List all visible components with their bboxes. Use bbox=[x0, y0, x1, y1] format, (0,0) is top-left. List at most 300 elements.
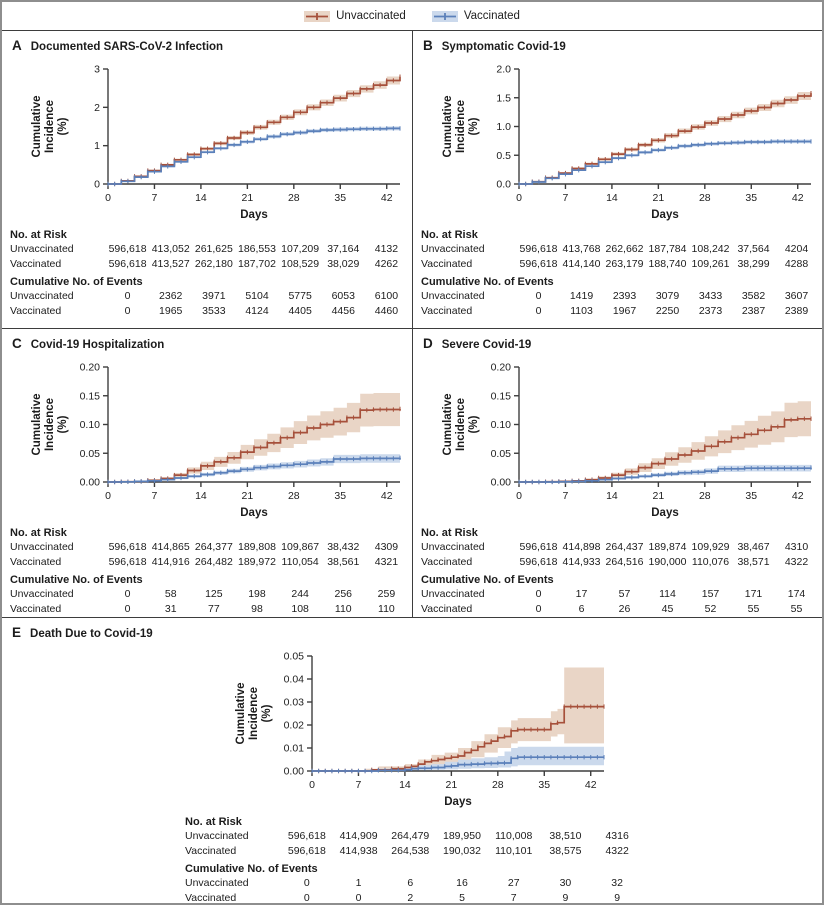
events-table bbox=[10, 276, 408, 318]
x-axis-label: Days bbox=[240, 209, 268, 221]
table-cell: 2387 bbox=[741, 304, 766, 317]
svg-text:28: 28 bbox=[698, 490, 711, 502]
table-cell: 52 bbox=[704, 602, 717, 615]
svg-text:14: 14 bbox=[399, 779, 411, 791]
row-label: Vaccinated bbox=[421, 555, 473, 568]
svg-text:14: 14 bbox=[195, 490, 207, 502]
table-cell: 37,564 bbox=[737, 243, 770, 255]
events-header: Cumulative No. of Events bbox=[421, 574, 554, 586]
table-cell: 0 bbox=[124, 602, 131, 615]
table-cell: 596,618 bbox=[519, 541, 558, 553]
svg-text:0.04: 0.04 bbox=[283, 673, 304, 686]
at-risk-table bbox=[421, 229, 818, 271]
table-cell: 264,377 bbox=[194, 541, 233, 553]
row-label: Vaccinated bbox=[421, 602, 473, 615]
table-cell: 27 bbox=[507, 877, 520, 889]
svg-text:0: 0 bbox=[516, 490, 522, 502]
row-label: Unvaccinated bbox=[421, 541, 485, 553]
legend-item-vaccinated bbox=[432, 10, 520, 23]
table-cell: 0 bbox=[303, 891, 310, 904]
row-label: Unvaccinated bbox=[185, 877, 249, 889]
svg-text:7: 7 bbox=[151, 192, 158, 204]
table-cell: 4456 bbox=[331, 304, 355, 317]
table-cell: 174 bbox=[787, 588, 806, 600]
table-cell: 188,740 bbox=[648, 257, 687, 270]
events-header: Cumulative No. of Events bbox=[421, 276, 554, 288]
table-row bbox=[185, 876, 643, 891]
events-table bbox=[421, 276, 818, 318]
panel-d-chart bbox=[413, 354, 822, 522]
panel-title-text: Symptomatic Covid-19 bbox=[441, 41, 566, 53]
table-cell: 414,909 bbox=[339, 830, 378, 842]
table-cell: 38,467 bbox=[737, 541, 770, 553]
panel-letter: B bbox=[423, 38, 433, 53]
table-cell: 32 bbox=[611, 877, 623, 889]
vaccinated-confidence-band bbox=[108, 126, 400, 184]
legend-label: Unvaccinated bbox=[336, 10, 406, 22]
svg-text:35: 35 bbox=[334, 192, 347, 204]
table-cell: 16 bbox=[456, 877, 468, 889]
table-cell: 55 bbox=[790, 602, 803, 615]
table-cell: 189,972 bbox=[238, 555, 276, 568]
at-risk-table bbox=[421, 527, 818, 569]
svg-text:3: 3 bbox=[94, 63, 100, 76]
table-cell: 261,625 bbox=[194, 243, 233, 255]
events-table bbox=[10, 574, 408, 616]
table-cell: 55 bbox=[747, 602, 760, 615]
svg-text:21: 21 bbox=[241, 192, 254, 204]
svg-text:0: 0 bbox=[105, 192, 111, 204]
svg-text:42: 42 bbox=[380, 490, 393, 502]
table-cell: 110 bbox=[334, 602, 352, 615]
panel-d bbox=[412, 329, 822, 617]
svg-text:0.02: 0.02 bbox=[283, 719, 304, 732]
table-cell: 264,538 bbox=[391, 844, 430, 857]
unvaccinated-swatch-icon bbox=[304, 10, 330, 23]
table-cell: 109,261 bbox=[691, 257, 730, 270]
svg-text:0.15: 0.15 bbox=[490, 390, 511, 403]
table-cell: 3582 bbox=[741, 290, 766, 302]
row-label: Unvaccinated bbox=[10, 541, 74, 553]
table-cell: 1419 bbox=[569, 290, 594, 302]
table-cell: 108,529 bbox=[281, 257, 320, 270]
panel-b bbox=[412, 31, 822, 328]
table-cell: 264,479 bbox=[391, 830, 430, 842]
table-cell: 596,618 bbox=[519, 555, 558, 568]
table-cell: 414,140 bbox=[562, 257, 601, 270]
table-cell: 57 bbox=[618, 588, 631, 600]
svg-text:42: 42 bbox=[791, 192, 804, 204]
y-axis-label: CumulativeIncidence(%) bbox=[31, 393, 69, 456]
panel-letter: E bbox=[12, 625, 22, 640]
row-label: Unvaccinated bbox=[421, 588, 485, 600]
table-row bbox=[421, 289, 818, 304]
table-cell: 596,618 bbox=[287, 844, 326, 857]
svg-text:0.05: 0.05 bbox=[79, 447, 100, 460]
table-row bbox=[10, 289, 408, 304]
svg-text:14: 14 bbox=[606, 490, 618, 502]
panel-title-text: Death Due to Covid-19 bbox=[30, 628, 153, 640]
table-row bbox=[185, 829, 643, 844]
panel-e bbox=[2, 618, 822, 905]
panel-a-chart bbox=[2, 56, 412, 224]
table-cell: 3079 bbox=[655, 290, 680, 302]
table-cell: 596,618 bbox=[108, 257, 147, 270]
table-cell: 2393 bbox=[612, 290, 637, 302]
svg-text:0.05: 0.05 bbox=[283, 650, 304, 663]
svg-text:21: 21 bbox=[652, 192, 665, 204]
table-cell: 108,242 bbox=[691, 243, 730, 255]
table-cell: 414,898 bbox=[562, 541, 601, 553]
table-cell: 0 bbox=[124, 588, 131, 600]
table-cell: 9 bbox=[562, 891, 569, 904]
svg-text:0: 0 bbox=[516, 192, 522, 204]
panel-b-title bbox=[413, 31, 822, 56]
svg-text:0.5: 0.5 bbox=[496, 149, 511, 162]
table-cell: 2250 bbox=[655, 304, 680, 317]
panel-title-text: Severe Covid-19 bbox=[441, 339, 532, 351]
table-cell: 413,052 bbox=[151, 243, 190, 255]
panel-e-tables bbox=[177, 816, 647, 905]
svg-text:42: 42 bbox=[791, 490, 804, 502]
svg-text:28: 28 bbox=[287, 490, 300, 502]
panel-a bbox=[2, 31, 412, 328]
at-risk-table bbox=[10, 527, 408, 569]
panel-c bbox=[2, 329, 412, 617]
table-cell: 413,527 bbox=[151, 257, 190, 270]
table-cell: 38,561 bbox=[327, 555, 360, 568]
legend-label: Vaccinated bbox=[463, 10, 520, 22]
table-cell: 4288 bbox=[784, 257, 809, 270]
table-cell: 38,432 bbox=[327, 541, 360, 553]
table-cell: 110 bbox=[378, 602, 395, 615]
table-cell: 596,618 bbox=[108, 541, 147, 553]
tick-labels bbox=[496, 64, 803, 205]
table-cell: 3433 bbox=[698, 290, 723, 302]
table-cell: 264,516 bbox=[605, 555, 644, 568]
table-cell: 596,618 bbox=[108, 243, 147, 255]
y-axis-label: CumulativeIncidence(%) bbox=[235, 682, 273, 745]
row-label: Unvaccinated bbox=[10, 290, 74, 302]
svg-text:7: 7 bbox=[562, 192, 569, 204]
table-cell: 4405 bbox=[288, 304, 312, 317]
table-cell: 2 bbox=[407, 891, 414, 904]
svg-text:0.0: 0.0 bbox=[496, 178, 511, 191]
svg-text:0.00: 0.00 bbox=[490, 476, 511, 489]
row-label: Unvaccinated bbox=[421, 243, 485, 255]
table-cell: 114 bbox=[659, 588, 676, 600]
svg-text:35: 35 bbox=[745, 192, 758, 204]
table-cell: 38,299 bbox=[737, 257, 770, 270]
panel-e-title bbox=[2, 618, 822, 643]
table-cell: 4309 bbox=[374, 541, 399, 553]
table-cell: 5 bbox=[459, 891, 465, 904]
legend bbox=[2, 2, 822, 31]
row-label: Vaccinated bbox=[421, 257, 473, 270]
row-e bbox=[2, 617, 822, 905]
table-cell: 77 bbox=[208, 602, 220, 615]
table-cell: 98 bbox=[251, 602, 263, 615]
table-cell: 4124 bbox=[245, 304, 269, 317]
table-cell: 264,482 bbox=[194, 555, 233, 568]
table-cell: 596,618 bbox=[108, 555, 147, 568]
svg-text:0.10: 0.10 bbox=[79, 419, 100, 431]
panel-c-tables bbox=[2, 527, 412, 616]
table-cell: 0 bbox=[124, 290, 131, 302]
y-axis-label: CumulativeIncidence(%) bbox=[31, 95, 69, 158]
table-cell: 110,008 bbox=[495, 830, 533, 842]
panel-a-tables bbox=[2, 229, 412, 318]
table-cell: 262,180 bbox=[194, 257, 233, 270]
row-label: Unvaccinated bbox=[421, 290, 485, 302]
unvaccinated-curve bbox=[108, 407, 400, 484]
table-cell: 264,437 bbox=[605, 541, 644, 553]
table-cell: 187,702 bbox=[238, 257, 276, 270]
table-row bbox=[10, 540, 408, 555]
table-cell: 110,076 bbox=[691, 555, 730, 568]
table-cell: 108 bbox=[291, 602, 309, 615]
table-cell: 38,029 bbox=[327, 257, 360, 270]
table-row bbox=[421, 602, 818, 617]
svg-text:0.03: 0.03 bbox=[283, 696, 304, 709]
at-risk-table bbox=[10, 229, 408, 271]
table-cell: 256 bbox=[334, 588, 353, 600]
table-cell: 26 bbox=[618, 602, 631, 615]
table-cell: 58 bbox=[164, 588, 177, 600]
row-label: Vaccinated bbox=[185, 844, 237, 857]
table-cell: 4322 bbox=[605, 844, 629, 857]
table-cell: 4316 bbox=[605, 830, 629, 842]
table-cell: 4321 bbox=[374, 555, 399, 568]
table-cell: 189,808 bbox=[238, 541, 276, 553]
table-cell: 6053 bbox=[331, 290, 355, 302]
svg-text:0.20: 0.20 bbox=[79, 361, 100, 374]
table-cell: 4322 bbox=[784, 555, 809, 568]
svg-text:28: 28 bbox=[698, 192, 711, 204]
table-cell: 4310 bbox=[784, 541, 809, 553]
table-cell: 45 bbox=[661, 602, 674, 615]
svg-text:7: 7 bbox=[151, 490, 158, 502]
svg-text:0.20: 0.20 bbox=[490, 361, 511, 374]
at-risk-table bbox=[185, 816, 643, 858]
svg-text:0.01: 0.01 bbox=[283, 742, 304, 755]
table-cell: 7 bbox=[510, 891, 517, 904]
table-cell: 190,000 bbox=[648, 555, 687, 568]
table-cell: 38,510 bbox=[549, 830, 582, 842]
events-header: Cumulative No. of Events bbox=[185, 863, 318, 875]
table-cell: 198 bbox=[248, 588, 266, 600]
svg-text:1: 1 bbox=[94, 140, 100, 153]
svg-text:7: 7 bbox=[562, 490, 569, 502]
table-row bbox=[421, 587, 818, 602]
panel-title-text: Covid-19 Hospitalization bbox=[30, 339, 165, 351]
vaccinated-curve bbox=[519, 139, 811, 186]
table-cell: 37,164 bbox=[327, 243, 360, 255]
svg-text:14: 14 bbox=[195, 192, 207, 204]
table-cell: 5775 bbox=[288, 290, 312, 302]
svg-text:1.5: 1.5 bbox=[496, 92, 511, 105]
svg-text:35: 35 bbox=[745, 490, 758, 502]
row-label: Vaccinated bbox=[10, 257, 62, 270]
panel-letter: A bbox=[12, 38, 22, 53]
table-cell: 262,662 bbox=[605, 243, 644, 255]
table-cell: 186,553 bbox=[238, 243, 276, 255]
table-row bbox=[421, 242, 818, 257]
svg-text:0.00: 0.00 bbox=[283, 765, 304, 778]
svg-text:2.0: 2.0 bbox=[496, 63, 511, 76]
events-table bbox=[185, 863, 643, 905]
table-cell: 263,179 bbox=[605, 257, 644, 270]
svg-text:28: 28 bbox=[287, 192, 300, 204]
table-cell: 0 bbox=[535, 602, 542, 615]
table-cell: 5104 bbox=[245, 290, 269, 302]
at-risk-header: No. at Risk bbox=[10, 229, 67, 241]
table-cell: 4132 bbox=[374, 243, 399, 255]
table-cell: 187,784 bbox=[648, 243, 687, 255]
at-risk-header: No. at Risk bbox=[421, 229, 478, 241]
table-cell: 2389 bbox=[784, 304, 809, 317]
table-cell: 109,867 bbox=[281, 541, 320, 553]
events-table bbox=[421, 574, 818, 616]
table-row bbox=[421, 304, 818, 319]
svg-text:21: 21 bbox=[241, 490, 254, 502]
svg-text:42: 42 bbox=[584, 779, 597, 791]
at-risk-header: No. at Risk bbox=[421, 527, 478, 539]
table-cell: 9 bbox=[614, 891, 621, 904]
table-cell: 414,916 bbox=[151, 555, 190, 568]
table-cell: 0 bbox=[124, 304, 131, 317]
table-cell: 0 bbox=[535, 588, 542, 600]
svg-text:0.15: 0.15 bbox=[79, 390, 100, 403]
table-cell: 125 bbox=[205, 588, 223, 600]
table-cell: 6100 bbox=[374, 290, 399, 302]
table-cell: 17 bbox=[575, 588, 588, 600]
panel-letter: D bbox=[423, 336, 433, 351]
table-cell: 107,209 bbox=[281, 243, 320, 255]
panel-e-chart bbox=[206, 643, 618, 811]
table-row bbox=[421, 257, 818, 272]
table-cell: 6 bbox=[578, 602, 585, 615]
table-cell: 3971 bbox=[202, 290, 226, 302]
table-cell: 4460 bbox=[374, 304, 399, 317]
svg-text:0.10: 0.10 bbox=[490, 419, 511, 431]
svg-text:14: 14 bbox=[606, 192, 618, 204]
table-cell: 414,938 bbox=[339, 844, 378, 857]
row-label: Vaccinated bbox=[185, 891, 237, 904]
x-axis-label: Days bbox=[444, 796, 472, 808]
row-cd bbox=[2, 328, 822, 617]
panel-d-tables bbox=[413, 527, 822, 616]
table-cell: 109,929 bbox=[691, 541, 730, 553]
svg-text:2: 2 bbox=[94, 101, 100, 114]
legend-item-unvaccinated bbox=[304, 10, 406, 23]
panel-b-tables bbox=[413, 229, 822, 318]
table-cell: 596,618 bbox=[519, 243, 558, 255]
table-row bbox=[10, 304, 408, 319]
table-row bbox=[10, 587, 408, 602]
table-cell: 110,054 bbox=[281, 555, 319, 568]
table-cell: 2362 bbox=[159, 290, 183, 302]
table-row bbox=[185, 844, 643, 859]
table-cell: 190,032 bbox=[443, 844, 481, 857]
row-ab bbox=[2, 31, 822, 328]
table-row bbox=[421, 555, 818, 570]
panel-c-title bbox=[2, 329, 412, 354]
svg-text:21: 21 bbox=[652, 490, 665, 502]
table-row bbox=[10, 257, 408, 272]
table-cell: 413,768 bbox=[562, 243, 601, 255]
panel-letter: C bbox=[12, 336, 22, 351]
vaccinated-swatch-icon bbox=[432, 10, 458, 23]
x-axis-label: Days bbox=[651, 209, 679, 221]
table-cell: 189,874 bbox=[648, 541, 687, 553]
table-cell: 30 bbox=[559, 877, 572, 889]
svg-text:0: 0 bbox=[94, 178, 100, 191]
x-axis-label: Days bbox=[651, 507, 679, 519]
svg-text:0: 0 bbox=[309, 779, 315, 791]
at-risk-header: No. at Risk bbox=[10, 527, 67, 539]
table-cell: 1965 bbox=[159, 304, 183, 317]
table-cell: 1103 bbox=[570, 304, 593, 317]
table-cell: 4204 bbox=[784, 243, 809, 255]
panel-b-chart bbox=[413, 56, 822, 224]
table-cell: 171 bbox=[744, 588, 763, 600]
svg-text:35: 35 bbox=[538, 779, 551, 791]
table-row bbox=[10, 602, 408, 617]
row-label: Vaccinated bbox=[421, 304, 473, 317]
vaccinated-curve bbox=[108, 126, 400, 186]
svg-text:0: 0 bbox=[105, 490, 111, 502]
table-cell: 110,101 bbox=[495, 844, 533, 857]
x-axis-label: Days bbox=[240, 507, 268, 519]
table-cell: 596,618 bbox=[519, 257, 558, 270]
table-cell: 1967 bbox=[612, 304, 637, 317]
table-cell: 38,575 bbox=[549, 844, 582, 857]
table-cell: 414,933 bbox=[562, 555, 601, 568]
panel-title-text: Documented SARS-CoV-2 Infection bbox=[30, 41, 224, 53]
svg-text:42: 42 bbox=[380, 192, 393, 204]
svg-text:35: 35 bbox=[334, 490, 347, 502]
table-cell: 244 bbox=[291, 588, 309, 600]
table-cell: 0 bbox=[535, 304, 542, 317]
row-label: Unvaccinated bbox=[185, 830, 249, 842]
panel-d-title bbox=[413, 329, 822, 354]
svg-text:7: 7 bbox=[355, 779, 362, 791]
svg-text:21: 21 bbox=[445, 779, 458, 791]
table-row bbox=[10, 242, 408, 257]
events-header: Cumulative No. of Events bbox=[10, 276, 143, 288]
table-cell: 31 bbox=[164, 602, 177, 615]
table-cell: 2373 bbox=[698, 304, 723, 317]
panel-a-title bbox=[2, 31, 412, 56]
svg-text:28: 28 bbox=[491, 779, 504, 791]
confidence-bands bbox=[519, 401, 811, 482]
table-row bbox=[185, 891, 643, 905]
svg-text:0.05: 0.05 bbox=[490, 447, 511, 460]
panel-e-content bbox=[177, 643, 647, 905]
table-cell: 414,865 bbox=[151, 541, 190, 553]
table-cell: 4262 bbox=[374, 257, 399, 270]
at-risk-header: No. at Risk bbox=[185, 816, 242, 828]
events-header: Cumulative No. of Events bbox=[10, 574, 143, 586]
y-axis-label: CumulativeIncidence(%) bbox=[442, 393, 480, 456]
y-axis-label: CumulativeIncidence(%) bbox=[442, 95, 480, 158]
table-cell: 596,618 bbox=[287, 830, 326, 842]
row-label: Vaccinated bbox=[10, 304, 62, 317]
svg-text:0.00: 0.00 bbox=[79, 476, 100, 489]
table-cell: 3607 bbox=[784, 290, 809, 302]
table-cell: 189,950 bbox=[443, 830, 481, 842]
